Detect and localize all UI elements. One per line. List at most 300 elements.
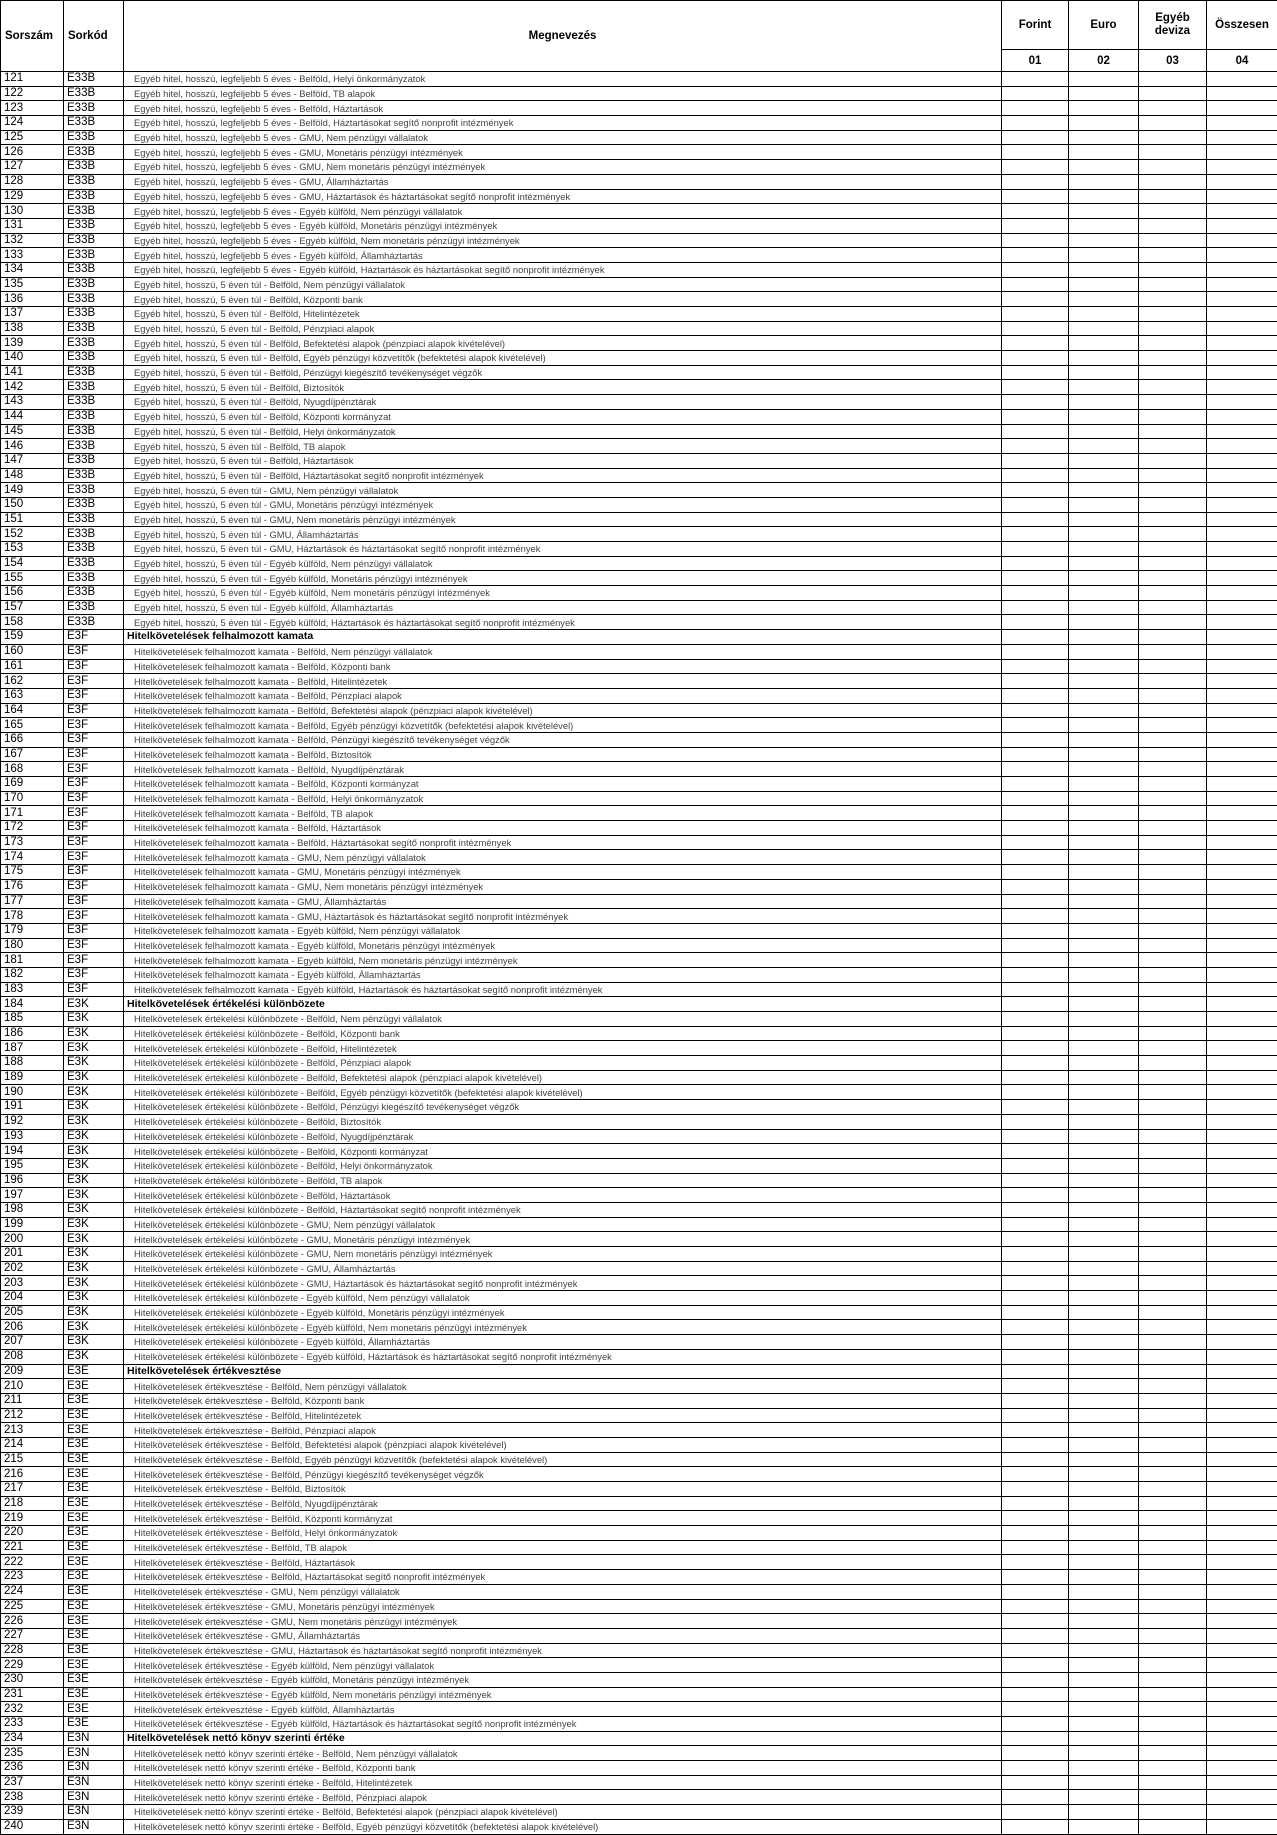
- value-cell-egyeb-deviza[interactable]: [1139, 938, 1207, 953]
- value-cell-osszesen[interactable]: [1207, 1658, 1277, 1673]
- value-cell-euro[interactable]: [1069, 732, 1139, 747]
- value-cell-egyeb-deviza[interactable]: [1139, 1467, 1207, 1482]
- value-cell-egyeb-deviza[interactable]: [1139, 497, 1207, 512]
- value-cell-forint[interactable]: [1002, 483, 1069, 498]
- value-cell-egyeb-deviza[interactable]: [1139, 380, 1207, 395]
- value-cell-egyeb-deviza[interactable]: [1139, 218, 1207, 233]
- value-cell-euro[interactable]: [1069, 1364, 1139, 1379]
- value-cell-egyeb-deviza[interactable]: [1139, 1496, 1207, 1511]
- value-cell-egyeb-deviza[interactable]: [1139, 1261, 1207, 1276]
- value-cell-osszesen[interactable]: [1207, 1599, 1277, 1614]
- value-cell-euro[interactable]: [1069, 967, 1139, 982]
- value-cell-egyeb-deviza[interactable]: [1139, 1335, 1207, 1350]
- value-cell-egyeb-deviza[interactable]: [1139, 1100, 1207, 1115]
- value-cell-forint[interactable]: [1002, 1012, 1069, 1027]
- value-cell-osszesen[interactable]: [1207, 497, 1277, 512]
- value-cell-egyeb-deviza[interactable]: [1139, 1658, 1207, 1673]
- value-cell-euro[interactable]: [1069, 1188, 1139, 1203]
- value-cell-egyeb-deviza[interactable]: [1139, 277, 1207, 292]
- value-cell-euro[interactable]: [1069, 1555, 1139, 1570]
- value-cell-osszesen[interactable]: [1207, 1437, 1277, 1452]
- value-cell-euro[interactable]: [1069, 1452, 1139, 1467]
- value-cell-osszesen[interactable]: [1207, 923, 1277, 938]
- value-cell-forint[interactable]: [1002, 218, 1069, 233]
- value-cell-euro[interactable]: [1069, 630, 1139, 645]
- value-cell-forint[interactable]: [1002, 630, 1069, 645]
- value-cell-egyeb-deviza[interactable]: [1139, 86, 1207, 101]
- value-cell-forint[interactable]: [1002, 1540, 1069, 1555]
- value-cell-osszesen[interactable]: [1207, 1364, 1277, 1379]
- value-cell-euro[interactable]: [1069, 997, 1139, 1012]
- value-cell-egyeb-deviza[interactable]: [1139, 1056, 1207, 1071]
- value-cell-osszesen[interactable]: [1207, 865, 1277, 880]
- value-cell-osszesen[interactable]: [1207, 380, 1277, 395]
- value-cell-forint[interactable]: [1002, 586, 1069, 601]
- value-cell-forint[interactable]: [1002, 439, 1069, 454]
- value-cell-forint[interactable]: [1002, 1467, 1069, 1482]
- value-cell-osszesen[interactable]: [1207, 542, 1277, 557]
- value-cell-osszesen[interactable]: [1207, 1643, 1277, 1658]
- value-cell-osszesen[interactable]: [1207, 1217, 1277, 1232]
- value-cell-forint[interactable]: [1002, 1658, 1069, 1673]
- value-cell-forint[interactable]: [1002, 1687, 1069, 1702]
- value-cell-euro[interactable]: [1069, 307, 1139, 322]
- value-cell-osszesen[interactable]: [1207, 1584, 1277, 1599]
- value-cell-egyeb-deviza[interactable]: [1139, 1555, 1207, 1570]
- value-cell-egyeb-deviza[interactable]: [1139, 1217, 1207, 1232]
- value-cell-osszesen[interactable]: [1207, 365, 1277, 380]
- value-cell-euro[interactable]: [1069, 1085, 1139, 1100]
- value-cell-osszesen[interactable]: [1207, 732, 1277, 747]
- value-cell-forint[interactable]: [1002, 1790, 1069, 1805]
- value-cell-euro[interactable]: [1069, 365, 1139, 380]
- value-cell-forint[interactable]: [1002, 1305, 1069, 1320]
- value-cell-euro[interactable]: [1069, 1144, 1139, 1159]
- value-cell-egyeb-deviza[interactable]: [1139, 953, 1207, 968]
- value-cell-euro[interactable]: [1069, 879, 1139, 894]
- value-cell-egyeb-deviza[interactable]: [1139, 1482, 1207, 1497]
- value-cell-forint[interactable]: [1002, 1570, 1069, 1585]
- value-cell-forint[interactable]: [1002, 189, 1069, 204]
- value-cell-forint[interactable]: [1002, 145, 1069, 160]
- value-cell-osszesen[interactable]: [1207, 1247, 1277, 1262]
- value-cell-egyeb-deviza[interactable]: [1139, 1232, 1207, 1247]
- value-cell-egyeb-deviza[interactable]: [1139, 174, 1207, 189]
- value-cell-osszesen[interactable]: [1207, 688, 1277, 703]
- value-cell-osszesen[interactable]: [1207, 204, 1277, 219]
- value-cell-forint[interactable]: [1002, 453, 1069, 468]
- value-cell-osszesen[interactable]: [1207, 879, 1277, 894]
- value-cell-forint[interactable]: [1002, 160, 1069, 175]
- value-cell-osszesen[interactable]: [1207, 1085, 1277, 1100]
- value-cell-euro[interactable]: [1069, 1717, 1139, 1732]
- value-cell-euro[interactable]: [1069, 703, 1139, 718]
- value-cell-euro[interactable]: [1069, 351, 1139, 366]
- value-cell-euro[interactable]: [1069, 497, 1139, 512]
- value-cell-euro[interactable]: [1069, 218, 1139, 233]
- value-cell-euro[interactable]: [1069, 1070, 1139, 1085]
- value-cell-forint[interactable]: [1002, 1202, 1069, 1217]
- value-cell-osszesen[interactable]: [1207, 1790, 1277, 1805]
- value-cell-egyeb-deviza[interactable]: [1139, 189, 1207, 204]
- value-cell-osszesen[interactable]: [1207, 321, 1277, 336]
- value-cell-euro[interactable]: [1069, 204, 1139, 219]
- value-cell-euro[interactable]: [1069, 1628, 1139, 1643]
- value-cell-forint[interactable]: [1002, 321, 1069, 336]
- value-cell-egyeb-deviza[interactable]: [1139, 101, 1207, 116]
- value-cell-euro[interactable]: [1069, 1408, 1139, 1423]
- value-cell-forint[interactable]: [1002, 674, 1069, 689]
- value-cell-egyeb-deviza[interactable]: [1139, 821, 1207, 836]
- value-cell-forint[interactable]: [1002, 380, 1069, 395]
- value-cell-euro[interactable]: [1069, 1526, 1139, 1541]
- value-cell-forint[interactable]: [1002, 1158, 1069, 1173]
- value-cell-osszesen[interactable]: [1207, 1158, 1277, 1173]
- value-cell-forint[interactable]: [1002, 1085, 1069, 1100]
- value-cell-forint[interactable]: [1002, 1393, 1069, 1408]
- value-cell-forint[interactable]: [1002, 791, 1069, 806]
- value-cell-egyeb-deviza[interactable]: [1139, 424, 1207, 439]
- value-cell-forint[interactable]: [1002, 1261, 1069, 1276]
- value-cell-euro[interactable]: [1069, 527, 1139, 542]
- value-cell-euro[interactable]: [1069, 615, 1139, 630]
- value-cell-forint[interactable]: [1002, 1100, 1069, 1115]
- value-cell-osszesen[interactable]: [1207, 395, 1277, 410]
- value-cell-egyeb-deviza[interactable]: [1139, 248, 1207, 263]
- value-cell-egyeb-deviza[interactable]: [1139, 336, 1207, 351]
- value-cell-forint[interactable]: [1002, 997, 1069, 1012]
- value-cell-osszesen[interactable]: [1207, 307, 1277, 322]
- value-cell-egyeb-deviza[interactable]: [1139, 145, 1207, 160]
- value-cell-osszesen[interactable]: [1207, 659, 1277, 674]
- value-cell-egyeb-deviza[interactable]: [1139, 1731, 1207, 1746]
- value-cell-osszesen[interactable]: [1207, 1526, 1277, 1541]
- value-cell-euro[interactable]: [1069, 1437, 1139, 1452]
- value-cell-euro[interactable]: [1069, 1320, 1139, 1335]
- value-cell-egyeb-deviza[interactable]: [1139, 967, 1207, 982]
- value-cell-osszesen[interactable]: [1207, 130, 1277, 145]
- value-cell-osszesen[interactable]: [1207, 586, 1277, 601]
- value-cell-euro[interactable]: [1069, 72, 1139, 87]
- value-cell-egyeb-deviza[interactable]: [1139, 1129, 1207, 1144]
- value-cell-osszesen[interactable]: [1207, 703, 1277, 718]
- value-cell-osszesen[interactable]: [1207, 512, 1277, 527]
- value-cell-osszesen[interactable]: [1207, 453, 1277, 468]
- value-cell-osszesen[interactable]: [1207, 248, 1277, 263]
- value-cell-egyeb-deviza[interactable]: [1139, 292, 1207, 307]
- value-cell-euro[interactable]: [1069, 380, 1139, 395]
- value-cell-egyeb-deviza[interactable]: [1139, 1349, 1207, 1364]
- value-cell-osszesen[interactable]: [1207, 1129, 1277, 1144]
- value-cell-euro[interactable]: [1069, 1100, 1139, 1115]
- value-cell-osszesen[interactable]: [1207, 336, 1277, 351]
- value-cell-egyeb-deviza[interactable]: [1139, 527, 1207, 542]
- value-cell-euro[interactable]: [1069, 1217, 1139, 1232]
- value-cell-egyeb-deviza[interactable]: [1139, 1291, 1207, 1306]
- value-cell-forint[interactable]: [1002, 1452, 1069, 1467]
- value-cell-egyeb-deviza[interactable]: [1139, 1247, 1207, 1262]
- value-cell-egyeb-deviza[interactable]: [1139, 1202, 1207, 1217]
- value-cell-euro[interactable]: [1069, 982, 1139, 997]
- value-cell-forint[interactable]: [1002, 571, 1069, 586]
- value-cell-osszesen[interactable]: [1207, 938, 1277, 953]
- value-cell-osszesen[interactable]: [1207, 556, 1277, 571]
- value-cell-euro[interactable]: [1069, 1496, 1139, 1511]
- value-cell-egyeb-deviza[interactable]: [1139, 1173, 1207, 1188]
- value-cell-euro[interactable]: [1069, 1761, 1139, 1776]
- value-cell-egyeb-deviza[interactable]: [1139, 571, 1207, 586]
- value-cell-forint[interactable]: [1002, 1070, 1069, 1085]
- value-cell-egyeb-deviza[interactable]: [1139, 1746, 1207, 1761]
- value-cell-osszesen[interactable]: [1207, 953, 1277, 968]
- value-cell-forint[interactable]: [1002, 1056, 1069, 1071]
- value-cell-egyeb-deviza[interactable]: [1139, 365, 1207, 380]
- value-cell-euro[interactable]: [1069, 101, 1139, 116]
- value-cell-egyeb-deviza[interactable]: [1139, 1012, 1207, 1027]
- value-cell-osszesen[interactable]: [1207, 1026, 1277, 1041]
- value-cell-forint[interactable]: [1002, 953, 1069, 968]
- value-cell-forint[interactable]: [1002, 894, 1069, 909]
- value-cell-egyeb-deviza[interactable]: [1139, 1790, 1207, 1805]
- value-cell-euro[interactable]: [1069, 1202, 1139, 1217]
- value-cell-osszesen[interactable]: [1207, 424, 1277, 439]
- value-cell-euro[interactable]: [1069, 1261, 1139, 1276]
- value-cell-egyeb-deviza[interactable]: [1139, 468, 1207, 483]
- value-cell-osszesen[interactable]: [1207, 1761, 1277, 1776]
- value-cell-forint[interactable]: [1002, 497, 1069, 512]
- value-cell-forint[interactable]: [1002, 850, 1069, 865]
- value-cell-forint[interactable]: [1002, 336, 1069, 351]
- value-cell-egyeb-deviza[interactable]: [1139, 1775, 1207, 1790]
- value-cell-forint[interactable]: [1002, 1232, 1069, 1247]
- value-cell-osszesen[interactable]: [1207, 806, 1277, 821]
- value-cell-egyeb-deviza[interactable]: [1139, 835, 1207, 850]
- value-cell-forint[interactable]: [1002, 1217, 1069, 1232]
- value-cell-egyeb-deviza[interactable]: [1139, 1584, 1207, 1599]
- value-cell-euro[interactable]: [1069, 1026, 1139, 1041]
- value-cell-forint[interactable]: [1002, 72, 1069, 87]
- value-cell-euro[interactable]: [1069, 439, 1139, 454]
- value-cell-euro[interactable]: [1069, 571, 1139, 586]
- value-cell-forint[interactable]: [1002, 1628, 1069, 1643]
- value-cell-euro[interactable]: [1069, 1173, 1139, 1188]
- value-cell-egyeb-deviza[interactable]: [1139, 777, 1207, 792]
- value-cell-euro[interactable]: [1069, 1247, 1139, 1262]
- value-cell-osszesen[interactable]: [1207, 1041, 1277, 1056]
- value-cell-osszesen[interactable]: [1207, 1540, 1277, 1555]
- value-cell-euro[interactable]: [1069, 850, 1139, 865]
- value-cell-forint[interactable]: [1002, 879, 1069, 894]
- value-cell-forint[interactable]: [1002, 1114, 1069, 1129]
- value-cell-osszesen[interactable]: [1207, 630, 1277, 645]
- value-cell-osszesen[interactable]: [1207, 1100, 1277, 1115]
- value-cell-osszesen[interactable]: [1207, 1173, 1277, 1188]
- value-cell-forint[interactable]: [1002, 512, 1069, 527]
- value-cell-euro[interactable]: [1069, 1658, 1139, 1673]
- value-cell-osszesen[interactable]: [1207, 1261, 1277, 1276]
- value-cell-egyeb-deviza[interactable]: [1139, 1408, 1207, 1423]
- value-cell-forint[interactable]: [1002, 1555, 1069, 1570]
- value-cell-forint[interactable]: [1002, 688, 1069, 703]
- value-cell-forint[interactable]: [1002, 1320, 1069, 1335]
- value-cell-forint[interactable]: [1002, 174, 1069, 189]
- value-cell-osszesen[interactable]: [1207, 967, 1277, 982]
- value-cell-forint[interactable]: [1002, 351, 1069, 366]
- value-cell-euro[interactable]: [1069, 1114, 1139, 1129]
- value-cell-forint[interactable]: [1002, 1173, 1069, 1188]
- value-cell-osszesen[interactable]: [1207, 1202, 1277, 1217]
- value-cell-osszesen[interactable]: [1207, 483, 1277, 498]
- value-cell-forint[interactable]: [1002, 1423, 1069, 1438]
- value-cell-forint[interactable]: [1002, 732, 1069, 747]
- value-cell-forint[interactable]: [1002, 703, 1069, 718]
- value-cell-egyeb-deviza[interactable]: [1139, 1511, 1207, 1526]
- value-cell-osszesen[interactable]: [1207, 86, 1277, 101]
- value-cell-osszesen[interactable]: [1207, 1496, 1277, 1511]
- value-cell-osszesen[interactable]: [1207, 1467, 1277, 1482]
- value-cell-egyeb-deviza[interactable]: [1139, 1437, 1207, 1452]
- value-cell-egyeb-deviza[interactable]: [1139, 395, 1207, 410]
- value-cell-euro[interactable]: [1069, 233, 1139, 248]
- value-cell-osszesen[interactable]: [1207, 1291, 1277, 1306]
- value-cell-forint[interactable]: [1002, 130, 1069, 145]
- value-cell-egyeb-deviza[interactable]: [1139, 1540, 1207, 1555]
- value-cell-euro[interactable]: [1069, 453, 1139, 468]
- value-cell-forint[interactable]: [1002, 909, 1069, 924]
- value-cell-osszesen[interactable]: [1207, 1305, 1277, 1320]
- value-cell-euro[interactable]: [1069, 821, 1139, 836]
- value-cell-euro[interactable]: [1069, 586, 1139, 601]
- value-cell-egyeb-deviza[interactable]: [1139, 1041, 1207, 1056]
- value-cell-egyeb-deviza[interactable]: [1139, 409, 1207, 424]
- value-cell-osszesen[interactable]: [1207, 718, 1277, 733]
- value-cell-egyeb-deviza[interactable]: [1139, 894, 1207, 909]
- value-cell-egyeb-deviza[interactable]: [1139, 351, 1207, 366]
- value-cell-osszesen[interactable]: [1207, 218, 1277, 233]
- value-cell-forint[interactable]: [1002, 204, 1069, 219]
- value-cell-forint[interactable]: [1002, 1775, 1069, 1790]
- value-cell-egyeb-deviza[interactable]: [1139, 160, 1207, 175]
- value-cell-egyeb-deviza[interactable]: [1139, 850, 1207, 865]
- value-cell-osszesen[interactable]: [1207, 1232, 1277, 1247]
- value-cell-euro[interactable]: [1069, 1687, 1139, 1702]
- value-cell-forint[interactable]: [1002, 1511, 1069, 1526]
- value-cell-euro[interactable]: [1069, 116, 1139, 131]
- value-cell-euro[interactable]: [1069, 1305, 1139, 1320]
- value-cell-osszesen[interactable]: [1207, 1276, 1277, 1291]
- value-cell-egyeb-deviza[interactable]: [1139, 806, 1207, 821]
- value-cell-osszesen[interactable]: [1207, 1555, 1277, 1570]
- value-cell-euro[interactable]: [1069, 1349, 1139, 1364]
- value-cell-forint[interactable]: [1002, 1805, 1069, 1820]
- value-cell-egyeb-deviza[interactable]: [1139, 1687, 1207, 1702]
- value-cell-euro[interactable]: [1069, 1672, 1139, 1687]
- value-cell-egyeb-deviza[interactable]: [1139, 321, 1207, 336]
- value-cell-euro[interactable]: [1069, 909, 1139, 924]
- value-cell-egyeb-deviza[interactable]: [1139, 1276, 1207, 1291]
- value-cell-euro[interactable]: [1069, 1012, 1139, 1027]
- value-cell-egyeb-deviza[interactable]: [1139, 1717, 1207, 1732]
- value-cell-forint[interactable]: [1002, 1349, 1069, 1364]
- value-cell-euro[interactable]: [1069, 1599, 1139, 1614]
- value-cell-euro[interactable]: [1069, 160, 1139, 175]
- value-cell-euro[interactable]: [1069, 1129, 1139, 1144]
- value-cell-osszesen[interactable]: [1207, 1056, 1277, 1071]
- value-cell-osszesen[interactable]: [1207, 160, 1277, 175]
- value-cell-osszesen[interactable]: [1207, 174, 1277, 189]
- value-cell-osszesen[interactable]: [1207, 1114, 1277, 1129]
- value-cell-euro[interactable]: [1069, 409, 1139, 424]
- value-cell-osszesen[interactable]: [1207, 777, 1277, 792]
- value-cell-osszesen[interactable]: [1207, 600, 1277, 615]
- value-cell-egyeb-deviza[interactable]: [1139, 439, 1207, 454]
- value-cell-forint[interactable]: [1002, 409, 1069, 424]
- value-cell-euro[interactable]: [1069, 248, 1139, 263]
- value-cell-osszesen[interactable]: [1207, 1805, 1277, 1820]
- value-cell-euro[interactable]: [1069, 424, 1139, 439]
- value-cell-osszesen[interactable]: [1207, 1379, 1277, 1394]
- value-cell-egyeb-deviza[interactable]: [1139, 233, 1207, 248]
- value-cell-forint[interactable]: [1002, 835, 1069, 850]
- value-cell-egyeb-deviza[interactable]: [1139, 1599, 1207, 1614]
- value-cell-forint[interactable]: [1002, 116, 1069, 131]
- value-cell-euro[interactable]: [1069, 1584, 1139, 1599]
- value-cell-forint[interactable]: [1002, 762, 1069, 777]
- value-cell-osszesen[interactable]: [1207, 1731, 1277, 1746]
- value-cell-egyeb-deviza[interactable]: [1139, 1423, 1207, 1438]
- value-cell-forint[interactable]: [1002, 1672, 1069, 1687]
- value-cell-osszesen[interactable]: [1207, 1070, 1277, 1085]
- value-cell-osszesen[interactable]: [1207, 145, 1277, 160]
- value-cell-forint[interactable]: [1002, 277, 1069, 292]
- value-cell-forint[interactable]: [1002, 262, 1069, 277]
- value-cell-osszesen[interactable]: [1207, 644, 1277, 659]
- value-cell-osszesen[interactable]: [1207, 1775, 1277, 1790]
- value-cell-osszesen[interactable]: [1207, 1511, 1277, 1526]
- value-cell-forint[interactable]: [1002, 1702, 1069, 1717]
- value-cell-euro[interactable]: [1069, 777, 1139, 792]
- value-cell-egyeb-deviza[interactable]: [1139, 630, 1207, 645]
- value-cell-osszesen[interactable]: [1207, 850, 1277, 865]
- value-cell-egyeb-deviza[interactable]: [1139, 1364, 1207, 1379]
- value-cell-euro[interactable]: [1069, 1232, 1139, 1247]
- value-cell-egyeb-deviza[interactable]: [1139, 262, 1207, 277]
- value-cell-forint[interactable]: [1002, 1746, 1069, 1761]
- value-cell-egyeb-deviza[interactable]: [1139, 1026, 1207, 1041]
- value-cell-forint[interactable]: [1002, 644, 1069, 659]
- value-cell-forint[interactable]: [1002, 424, 1069, 439]
- value-cell-euro[interactable]: [1069, 674, 1139, 689]
- value-cell-forint[interactable]: [1002, 938, 1069, 953]
- value-cell-forint[interactable]: [1002, 806, 1069, 821]
- value-cell-forint[interactable]: [1002, 865, 1069, 880]
- value-cell-forint[interactable]: [1002, 821, 1069, 836]
- value-cell-egyeb-deviza[interactable]: [1139, 586, 1207, 601]
- value-cell-egyeb-deviza[interactable]: [1139, 923, 1207, 938]
- value-cell-euro[interactable]: [1069, 1746, 1139, 1761]
- value-cell-euro[interactable]: [1069, 174, 1139, 189]
- value-cell-euro[interactable]: [1069, 1276, 1139, 1291]
- value-cell-egyeb-deviza[interactable]: [1139, 644, 1207, 659]
- value-cell-egyeb-deviza[interactable]: [1139, 879, 1207, 894]
- value-cell-euro[interactable]: [1069, 1540, 1139, 1555]
- value-cell-euro[interactable]: [1069, 1614, 1139, 1629]
- value-cell-egyeb-deviza[interactable]: [1139, 909, 1207, 924]
- value-cell-osszesen[interactable]: [1207, 1687, 1277, 1702]
- value-cell-forint[interactable]: [1002, 777, 1069, 792]
- value-cell-forint[interactable]: [1002, 967, 1069, 982]
- value-cell-forint[interactable]: [1002, 468, 1069, 483]
